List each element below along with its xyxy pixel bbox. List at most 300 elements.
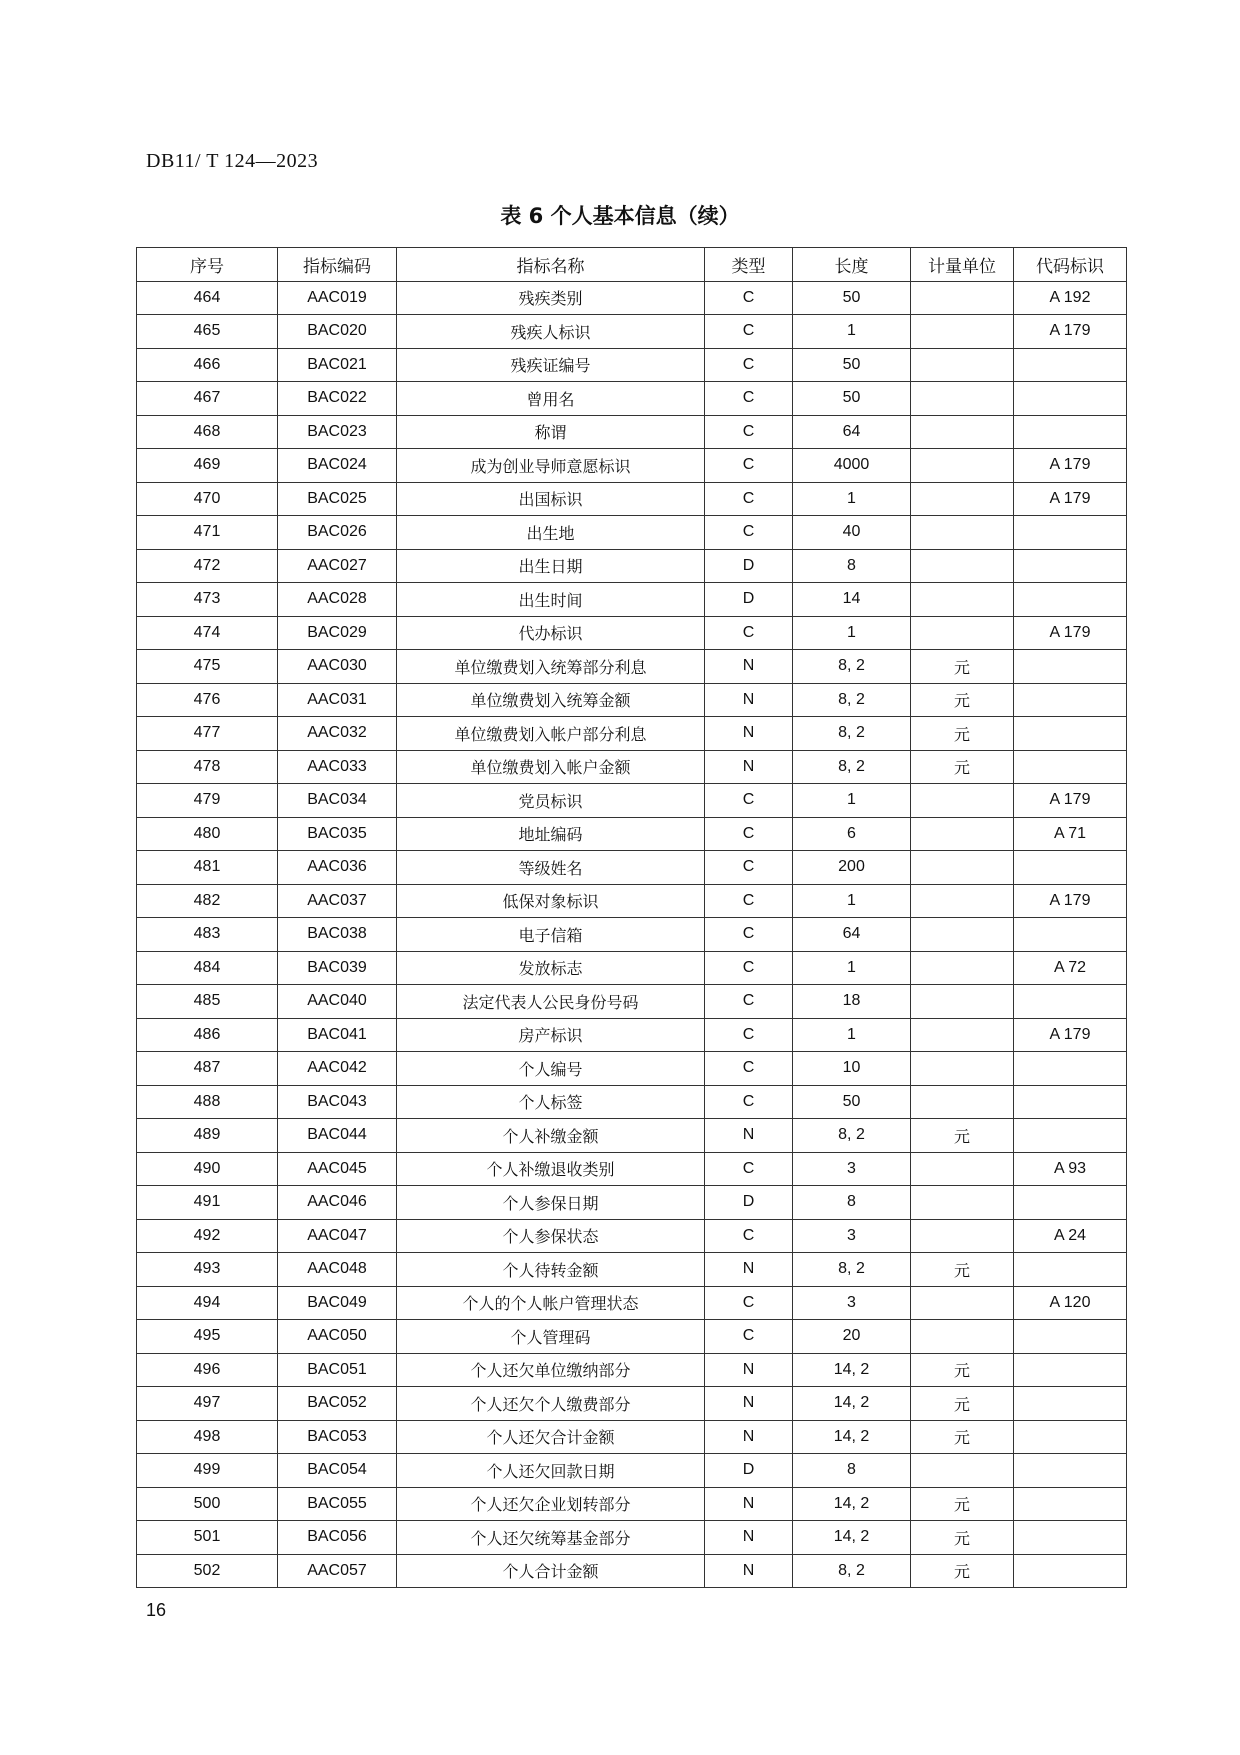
indicator-code: BAC044 bbox=[278, 1119, 397, 1153]
data-type: N bbox=[705, 750, 793, 784]
table-row bbox=[137, 516, 1127, 550]
indicator-code: BAC025 bbox=[278, 482, 397, 516]
table-row bbox=[137, 1018, 1127, 1052]
data-type: C bbox=[705, 348, 793, 382]
indicator-code: BAC051 bbox=[278, 1353, 397, 1387]
measure-unit bbox=[911, 1286, 1014, 1320]
table-row bbox=[137, 1152, 1127, 1186]
measure-unit bbox=[911, 382, 1014, 416]
measure-unit: 元 bbox=[911, 750, 1014, 784]
measure-unit bbox=[911, 851, 1014, 885]
measure-unit: 元 bbox=[911, 683, 1014, 717]
code-identifier bbox=[1014, 1320, 1127, 1354]
field-length: 18 bbox=[793, 985, 911, 1019]
code-identifier: A 71 bbox=[1014, 817, 1127, 851]
row-number: 483 bbox=[137, 918, 278, 952]
indicator-name: 单位缴费划入统筹金额 bbox=[397, 683, 705, 717]
code-identifier bbox=[1014, 1554, 1127, 1588]
data-type: N bbox=[705, 1387, 793, 1421]
indicator-name: 出生日期 bbox=[397, 549, 705, 583]
code-identifier bbox=[1014, 348, 1127, 382]
field-length: 14, 2 bbox=[793, 1420, 911, 1454]
field-length: 1 bbox=[793, 951, 911, 985]
code-identifier bbox=[1014, 1454, 1127, 1488]
code-identifier: A 120 bbox=[1014, 1286, 1127, 1320]
code-identifier bbox=[1014, 1420, 1127, 1454]
field-length: 1 bbox=[793, 315, 911, 349]
data-type: N bbox=[705, 1353, 793, 1387]
table-title: 表 6 个人基本信息（续） bbox=[500, 204, 740, 228]
table-row bbox=[137, 1052, 1127, 1086]
row-number: 473 bbox=[137, 583, 278, 617]
row-number: 472 bbox=[137, 549, 278, 583]
indicator-code: AAC036 bbox=[278, 851, 397, 885]
code-identifier: A 179 bbox=[1014, 315, 1127, 349]
indicator-code: BAC039 bbox=[278, 951, 397, 985]
measure-unit: 元 bbox=[911, 1487, 1014, 1521]
indicator-code: AAC046 bbox=[278, 1186, 397, 1220]
measure-unit bbox=[911, 616, 1014, 650]
row-number: 479 bbox=[137, 784, 278, 818]
field-length: 8, 2 bbox=[793, 683, 911, 717]
code-identifier: A 93 bbox=[1014, 1152, 1127, 1186]
row-number: 487 bbox=[137, 1052, 278, 1086]
table-row bbox=[137, 884, 1127, 918]
field-length: 1 bbox=[793, 884, 911, 918]
data-type: N bbox=[705, 1119, 793, 1153]
indicator-name: 曾用名 bbox=[397, 382, 705, 416]
code-identifier: A 179 bbox=[1014, 1018, 1127, 1052]
indicator-name: 发放标志 bbox=[397, 951, 705, 985]
table-row bbox=[137, 1085, 1127, 1119]
data-type: C bbox=[705, 482, 793, 516]
measure-unit bbox=[911, 1454, 1014, 1488]
indicator-name: 党员标识 bbox=[397, 784, 705, 818]
row-number: 466 bbox=[137, 348, 278, 382]
data-type: N bbox=[705, 717, 793, 751]
code-identifier bbox=[1014, 415, 1127, 449]
table-row bbox=[137, 817, 1127, 851]
row-number: 502 bbox=[137, 1554, 278, 1588]
indicator-code: BAC029 bbox=[278, 616, 397, 650]
indicator-name: 残疾证编号 bbox=[397, 348, 705, 382]
indicator-code: BAC041 bbox=[278, 1018, 397, 1052]
indicator-code: AAC019 bbox=[278, 281, 397, 315]
row-number: 492 bbox=[137, 1219, 278, 1253]
row-number: 499 bbox=[137, 1454, 278, 1488]
row-number: 474 bbox=[137, 616, 278, 650]
indicator-name: 出国标识 bbox=[397, 482, 705, 516]
code-identifier bbox=[1014, 851, 1127, 885]
row-number: 467 bbox=[137, 382, 278, 416]
measure-unit: 元 bbox=[911, 1353, 1014, 1387]
row-number: 501 bbox=[137, 1521, 278, 1555]
field-length: 14, 2 bbox=[793, 1521, 911, 1555]
measure-unit bbox=[911, 951, 1014, 985]
measure-unit: 元 bbox=[911, 1253, 1014, 1287]
data-type: C bbox=[705, 884, 793, 918]
code-identifier bbox=[1014, 650, 1127, 684]
table-row bbox=[137, 717, 1127, 751]
indicator-name: 残疾人标识 bbox=[397, 315, 705, 349]
code-identifier: A 179 bbox=[1014, 449, 1127, 483]
data-type: C bbox=[705, 817, 793, 851]
measure-unit: 元 bbox=[911, 1554, 1014, 1588]
data-type: C bbox=[705, 1219, 793, 1253]
data-type: N bbox=[705, 683, 793, 717]
row-number: 494 bbox=[137, 1286, 278, 1320]
field-length: 8, 2 bbox=[793, 717, 911, 751]
field-length: 14, 2 bbox=[793, 1487, 911, 1521]
table-row bbox=[137, 918, 1127, 952]
row-number: 464 bbox=[137, 281, 278, 315]
measure-unit bbox=[911, 1186, 1014, 1220]
data-type: C bbox=[705, 415, 793, 449]
indicator-name: 个人编号 bbox=[397, 1052, 705, 1086]
data-type: N bbox=[705, 650, 793, 684]
indicator-code: AAC037 bbox=[278, 884, 397, 918]
measure-unit: 元 bbox=[911, 1387, 1014, 1421]
indicator-name: 出生地 bbox=[397, 516, 705, 550]
row-number: 465 bbox=[137, 315, 278, 349]
row-number: 490 bbox=[137, 1152, 278, 1186]
indicator-code: AAC030 bbox=[278, 650, 397, 684]
field-length: 1 bbox=[793, 482, 911, 516]
data-type: D bbox=[705, 1186, 793, 1220]
table-row bbox=[137, 1119, 1127, 1153]
row-number: 486 bbox=[137, 1018, 278, 1052]
indicator-name: 个人的个人帐户管理状态 bbox=[397, 1286, 705, 1320]
code-identifier bbox=[1014, 1186, 1127, 1220]
code-identifier bbox=[1014, 683, 1127, 717]
measure-unit: 元 bbox=[911, 1420, 1014, 1454]
field-length: 50 bbox=[793, 1085, 911, 1119]
field-length: 14, 2 bbox=[793, 1353, 911, 1387]
measure-unit bbox=[911, 281, 1014, 315]
indicator-name: 法定代表人公民身份号码 bbox=[397, 985, 705, 1019]
indicator-name: 称谓 bbox=[397, 415, 705, 449]
row-number: 471 bbox=[137, 516, 278, 550]
indicator-code: BAC052 bbox=[278, 1387, 397, 1421]
data-type: C bbox=[705, 1018, 793, 1052]
code-identifier bbox=[1014, 717, 1127, 751]
data-type: C bbox=[705, 281, 793, 315]
column-header: 指标编码 bbox=[278, 248, 397, 282]
row-number: 485 bbox=[137, 985, 278, 1019]
table-row bbox=[137, 1353, 1127, 1387]
data-type: C bbox=[705, 1052, 793, 1086]
measure-unit bbox=[911, 415, 1014, 449]
row-number: 477 bbox=[137, 717, 278, 751]
table-row bbox=[137, 415, 1127, 449]
measure-unit bbox=[911, 449, 1014, 483]
indicator-code: AAC027 bbox=[278, 549, 397, 583]
indicator-code: AAC028 bbox=[278, 583, 397, 617]
row-number: 489 bbox=[137, 1119, 278, 1153]
table-header-row bbox=[137, 248, 1127, 282]
table-row bbox=[137, 1554, 1127, 1588]
indicator-name: 残疾类别 bbox=[397, 281, 705, 315]
data-type: C bbox=[705, 1320, 793, 1354]
indicator-name: 个人还欠个人缴费部分 bbox=[397, 1387, 705, 1421]
table-row bbox=[137, 1454, 1127, 1488]
measure-unit bbox=[911, 1018, 1014, 1052]
indicator-code: AAC040 bbox=[278, 985, 397, 1019]
data-type: C bbox=[705, 516, 793, 550]
field-length: 1 bbox=[793, 1018, 911, 1052]
code-identifier bbox=[1014, 382, 1127, 416]
measure-unit: 元 bbox=[911, 650, 1014, 684]
table-row bbox=[137, 348, 1127, 382]
data-type: C bbox=[705, 449, 793, 483]
code-identifier: A 179 bbox=[1014, 616, 1127, 650]
data-type: C bbox=[705, 951, 793, 985]
indicator-name: 成为创业导师意愿标识 bbox=[397, 449, 705, 483]
data-type: C bbox=[705, 851, 793, 885]
indicator-name: 个人管理码 bbox=[397, 1320, 705, 1354]
data-type: N bbox=[705, 1253, 793, 1287]
data-type: N bbox=[705, 1554, 793, 1588]
code-identifier: A 192 bbox=[1014, 281, 1127, 315]
table-row bbox=[137, 1420, 1127, 1454]
column-header: 计量单位 bbox=[911, 248, 1014, 282]
table-row bbox=[137, 650, 1127, 684]
code-identifier bbox=[1014, 1353, 1127, 1387]
table-row bbox=[137, 985, 1127, 1019]
indicator-code: AAC045 bbox=[278, 1152, 397, 1186]
table-row bbox=[137, 1219, 1127, 1253]
indicator-name: 地址编码 bbox=[397, 817, 705, 851]
field-length: 8, 2 bbox=[793, 1119, 911, 1153]
field-length: 1 bbox=[793, 616, 911, 650]
field-length: 50 bbox=[793, 348, 911, 382]
row-number: 496 bbox=[137, 1353, 278, 1387]
row-number: 493 bbox=[137, 1253, 278, 1287]
page-number: 16 bbox=[146, 1600, 167, 1620]
code-identifier bbox=[1014, 1119, 1127, 1153]
indicator-code: BAC035 bbox=[278, 817, 397, 851]
table-row bbox=[137, 616, 1127, 650]
column-header: 序号 bbox=[137, 248, 278, 282]
indicator-name: 单位缴费划入帐户金额 bbox=[397, 750, 705, 784]
table-row bbox=[137, 1521, 1127, 1555]
data-type: D bbox=[705, 583, 793, 617]
indicator-name: 出生时间 bbox=[397, 583, 705, 617]
row-number: 480 bbox=[137, 817, 278, 851]
indicator-code: BAC054 bbox=[278, 1454, 397, 1488]
table-row bbox=[137, 784, 1127, 818]
field-length: 50 bbox=[793, 281, 911, 315]
measure-unit: 元 bbox=[911, 717, 1014, 751]
field-length: 14 bbox=[793, 583, 911, 617]
field-length: 8, 2 bbox=[793, 1554, 911, 1588]
code-identifier bbox=[1014, 549, 1127, 583]
measure-unit bbox=[911, 1085, 1014, 1119]
field-length: 64 bbox=[793, 918, 911, 952]
field-length: 6 bbox=[793, 817, 911, 851]
data-type: C bbox=[705, 315, 793, 349]
indicator-name: 个人还欠回款日期 bbox=[397, 1454, 705, 1488]
data-type: N bbox=[705, 1521, 793, 1555]
measure-unit bbox=[911, 1320, 1014, 1354]
code-identifier bbox=[1014, 918, 1127, 952]
table-row bbox=[137, 583, 1127, 617]
row-number: 484 bbox=[137, 951, 278, 985]
indicator-code: BAC049 bbox=[278, 1286, 397, 1320]
code-identifier: A 179 bbox=[1014, 884, 1127, 918]
indicator-name: 代办标识 bbox=[397, 616, 705, 650]
table-row bbox=[137, 1286, 1127, 1320]
indicator-code: BAC023 bbox=[278, 415, 397, 449]
field-length: 8 bbox=[793, 1454, 911, 1488]
row-number: 491 bbox=[137, 1186, 278, 1220]
indicator-name: 个人合计金额 bbox=[397, 1554, 705, 1588]
row-number: 498 bbox=[137, 1420, 278, 1454]
table-row bbox=[137, 549, 1127, 583]
data-type: C bbox=[705, 1286, 793, 1320]
indicator-code: BAC038 bbox=[278, 918, 397, 952]
data-type: C bbox=[705, 1152, 793, 1186]
indicator-table bbox=[136, 247, 1127, 1588]
field-length: 20 bbox=[793, 1320, 911, 1354]
row-number: 468 bbox=[137, 415, 278, 449]
row-number: 475 bbox=[137, 650, 278, 684]
measure-unit: 元 bbox=[911, 1521, 1014, 1555]
indicator-code: BAC053 bbox=[278, 1420, 397, 1454]
measure-unit bbox=[911, 884, 1014, 918]
data-type: C bbox=[705, 784, 793, 818]
measure-unit bbox=[911, 482, 1014, 516]
field-length: 8 bbox=[793, 1186, 911, 1220]
code-identifier: A 179 bbox=[1014, 482, 1127, 516]
indicator-code: AAC031 bbox=[278, 683, 397, 717]
field-length: 8 bbox=[793, 549, 911, 583]
data-type: N bbox=[705, 1487, 793, 1521]
indicator-name: 个人参保日期 bbox=[397, 1186, 705, 1220]
indicator-name: 电子信箱 bbox=[397, 918, 705, 952]
indicator-name: 个人待转金额 bbox=[397, 1253, 705, 1287]
indicator-code: BAC034 bbox=[278, 784, 397, 818]
measure-unit bbox=[911, 1152, 1014, 1186]
indicator-code: BAC021 bbox=[278, 348, 397, 382]
code-identifier bbox=[1014, 516, 1127, 550]
data-type: C bbox=[705, 918, 793, 952]
code-identifier: A 24 bbox=[1014, 1219, 1127, 1253]
field-length: 50 bbox=[793, 382, 911, 416]
indicator-name: 单位缴费划入帐户部分利息 bbox=[397, 717, 705, 751]
measure-unit bbox=[911, 784, 1014, 818]
field-length: 4000 bbox=[793, 449, 911, 483]
indicator-name: 个人还欠单位缴纳部分 bbox=[397, 1353, 705, 1387]
indicator-code: BAC055 bbox=[278, 1487, 397, 1521]
indicator-name: 个人还欠企业划转部分 bbox=[397, 1487, 705, 1521]
field-length: 64 bbox=[793, 415, 911, 449]
code-identifier bbox=[1014, 1487, 1127, 1521]
indicator-code: AAC048 bbox=[278, 1253, 397, 1287]
field-length: 8, 2 bbox=[793, 1253, 911, 1287]
indicator-code: AAC033 bbox=[278, 750, 397, 784]
code-identifier: A 72 bbox=[1014, 951, 1127, 985]
measure-unit bbox=[911, 1219, 1014, 1253]
column-header: 指标名称 bbox=[397, 248, 705, 282]
field-length: 3 bbox=[793, 1286, 911, 1320]
field-length: 200 bbox=[793, 851, 911, 885]
code-identifier bbox=[1014, 985, 1127, 1019]
indicator-code: BAC056 bbox=[278, 1521, 397, 1555]
table-row bbox=[137, 1320, 1127, 1354]
code-identifier: A 179 bbox=[1014, 784, 1127, 818]
row-number: 469 bbox=[137, 449, 278, 483]
table-row bbox=[137, 683, 1127, 717]
data-type: C bbox=[705, 1085, 793, 1119]
row-number: 478 bbox=[137, 750, 278, 784]
row-number: 495 bbox=[137, 1320, 278, 1354]
code-identifier bbox=[1014, 1085, 1127, 1119]
table-row bbox=[137, 1387, 1127, 1421]
indicator-name: 个人补缴金额 bbox=[397, 1119, 705, 1153]
indicator-code: BAC043 bbox=[278, 1085, 397, 1119]
field-length: 14, 2 bbox=[793, 1387, 911, 1421]
row-number: 476 bbox=[137, 683, 278, 717]
indicator-code: BAC024 bbox=[278, 449, 397, 483]
table-row bbox=[137, 281, 1127, 315]
measure-unit bbox=[911, 549, 1014, 583]
row-number: 500 bbox=[137, 1487, 278, 1521]
table-row bbox=[137, 1487, 1127, 1521]
indicator-name: 个人参保状态 bbox=[397, 1219, 705, 1253]
measure-unit bbox=[911, 985, 1014, 1019]
code-identifier bbox=[1014, 1253, 1127, 1287]
document-code: DB11/ T 124—2023 bbox=[146, 150, 319, 172]
field-length: 10 bbox=[793, 1052, 911, 1086]
data-type: C bbox=[705, 616, 793, 650]
indicator-name: 房产标识 bbox=[397, 1018, 705, 1052]
table-row bbox=[137, 449, 1127, 483]
measure-unit bbox=[911, 583, 1014, 617]
column-header: 长度 bbox=[793, 248, 911, 282]
indicator-code: AAC050 bbox=[278, 1320, 397, 1354]
field-length: 3 bbox=[793, 1152, 911, 1186]
data-type: N bbox=[705, 1420, 793, 1454]
indicator-name: 低保对象标识 bbox=[397, 884, 705, 918]
measure-unit: 元 bbox=[911, 1119, 1014, 1153]
row-number: 482 bbox=[137, 884, 278, 918]
indicator-name: 个人标签 bbox=[397, 1085, 705, 1119]
measure-unit bbox=[911, 516, 1014, 550]
indicator-name: 个人还欠统筹基金部分 bbox=[397, 1521, 705, 1555]
column-header: 类型 bbox=[705, 248, 793, 282]
data-type: D bbox=[705, 1454, 793, 1488]
code-identifier bbox=[1014, 1521, 1127, 1555]
indicator-code: BAC022 bbox=[278, 382, 397, 416]
row-number: 481 bbox=[137, 851, 278, 885]
data-type: D bbox=[705, 549, 793, 583]
code-identifier bbox=[1014, 1052, 1127, 1086]
row-number: 497 bbox=[137, 1387, 278, 1421]
data-type: C bbox=[705, 382, 793, 416]
table-row bbox=[137, 951, 1127, 985]
measure-unit bbox=[911, 918, 1014, 952]
indicator-code: BAC026 bbox=[278, 516, 397, 550]
data-type: C bbox=[705, 985, 793, 1019]
table-row bbox=[137, 315, 1127, 349]
code-identifier bbox=[1014, 1387, 1127, 1421]
indicator-name: 单位缴费划入统筹部分利息 bbox=[397, 650, 705, 684]
indicator-code: AAC047 bbox=[278, 1219, 397, 1253]
indicator-code: AAC057 bbox=[278, 1554, 397, 1588]
indicator-code: BAC020 bbox=[278, 315, 397, 349]
measure-unit bbox=[911, 1052, 1014, 1086]
